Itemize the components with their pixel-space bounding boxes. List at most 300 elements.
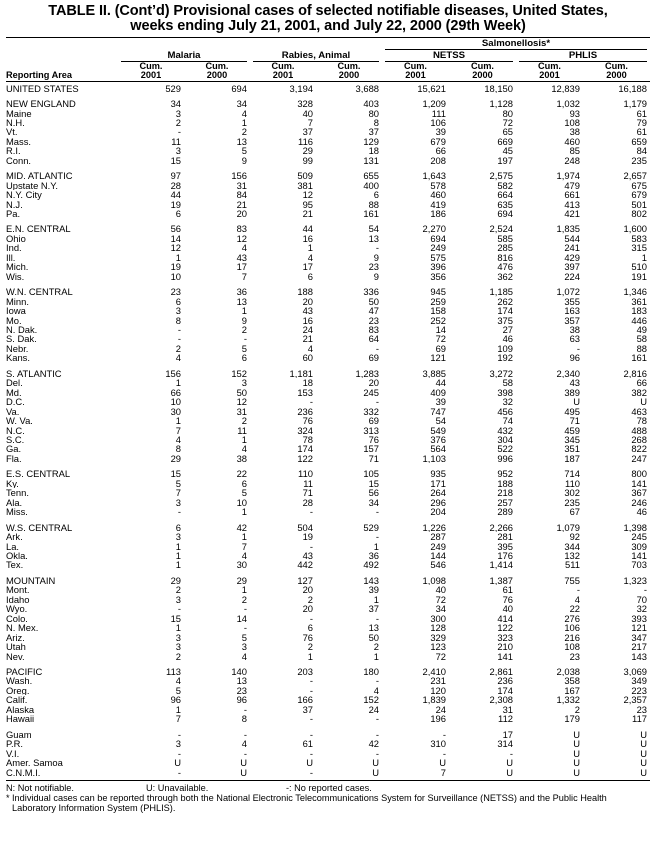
table-row	[6, 730, 650, 739]
value-cell: 23	[236, 685, 247, 696]
value-cell: 5	[241, 488, 247, 498]
table-row	[6, 397, 650, 406]
table-row	[6, 498, 650, 507]
value-cell: 945	[430, 287, 446, 297]
value-cell: 235	[631, 155, 647, 166]
value-cell: 996	[497, 453, 513, 464]
value-cell: 23	[569, 651, 580, 661]
reporting-area-cell: Iowa	[6, 306, 26, 316]
value-cell: 11	[303, 478, 313, 489]
value-cell: 413	[564, 199, 580, 210]
value-cell: 74	[502, 416, 513, 426]
table-row	[6, 388, 650, 397]
value-cell: -	[576, 585, 580, 595]
value-cell: 2,357	[623, 695, 647, 705]
value-cell: 141	[631, 550, 647, 561]
value-cell: 3	[175, 642, 181, 652]
value-cell: 5	[175, 478, 181, 489]
value-cell: 97	[170, 171, 181, 181]
value-cell: 324	[297, 425, 313, 435]
value-cell: 4	[241, 651, 247, 661]
value-cell: 675	[631, 180, 647, 191]
value-cell: 504	[297, 522, 313, 533]
reporting-area-cell: Ala.	[6, 497, 23, 508]
value-cell: 510	[631, 262, 647, 272]
value-cell: 44	[302, 224, 313, 234]
value-cell: 78	[636, 416, 647, 426]
value-cell: 2,038	[556, 666, 580, 677]
value-cell: 281	[497, 532, 513, 542]
value-cell: -	[177, 507, 181, 517]
header-phlis	[516, 50, 650, 62]
reporting-area-cell: S. Dak.	[6, 334, 37, 344]
table-row	[6, 146, 650, 155]
value-cell: 60	[302, 353, 313, 363]
value-cell: 6	[307, 271, 313, 282]
value-cell: 19	[170, 199, 181, 210]
value-cell: 78	[302, 435, 313, 445]
value-cell: 421	[564, 209, 580, 219]
value-cell: 23	[368, 315, 379, 326]
value-cell: 34	[368, 497, 379, 508]
value-cell: 16	[302, 233, 313, 244]
reporting-area-cell: Mich.	[6, 262, 29, 272]
value-cell: 21	[236, 199, 247, 210]
value-cell: 56	[170, 224, 181, 234]
table-title	[6, 4, 650, 34]
value-cell: 69	[368, 416, 379, 426]
value-cell: 39	[435, 397, 446, 407]
table-row	[6, 560, 650, 569]
value-cell: 70	[636, 594, 647, 605]
value-cell: 6	[175, 296, 181, 307]
value-cell: 655	[363, 171, 379, 181]
value-cell: 16	[302, 315, 313, 326]
value-cell: 29	[170, 575, 181, 586]
value-cell: 3	[175, 306, 181, 316]
table-row	[6, 623, 650, 632]
value-cell: 2	[241, 416, 247, 426]
value-cell: 17	[236, 262, 247, 272]
table-row	[6, 667, 650, 676]
value-cell: 127	[297, 575, 313, 586]
value-cell: 2	[574, 704, 580, 715]
table-row	[6, 416, 650, 425]
value-cell: 11	[237, 425, 247, 435]
value-cell: 99	[302, 155, 313, 166]
value-cell: 39	[368, 585, 379, 595]
value-cell: 679	[631, 190, 647, 200]
reporting-area-cell: MID. ATLANTIC	[6, 171, 73, 181]
value-cell: 398	[497, 387, 513, 398]
value-cell: 210	[497, 642, 513, 652]
value-cell: 34	[170, 99, 181, 109]
value-cell: 174	[297, 444, 313, 454]
value-cell: 76	[302, 632, 313, 643]
value-cell: 37	[368, 604, 379, 614]
value-cell: 583	[631, 233, 647, 244]
value-cell: 28	[302, 497, 313, 508]
value-cell: 1,414	[489, 560, 513, 570]
reporting-area-cell: La.	[6, 541, 20, 551]
rabies-label: Rabies, Animal	[253, 50, 379, 62]
value-cell: 196	[430, 714, 446, 724]
value-cell: 2,657	[623, 171, 647, 181]
phlis-label: PHLIS	[519, 50, 647, 62]
value-cell: 167	[564, 685, 580, 696]
value-cell: 257	[497, 497, 513, 508]
value-cell: U	[640, 739, 647, 749]
value-cell: 1,839	[422, 695, 446, 705]
value-cell: 128	[430, 623, 446, 633]
value-cell: 34	[236, 99, 247, 109]
value-cell: 659	[631, 136, 647, 147]
table-row	[6, 181, 650, 190]
value-cell: 179	[564, 714, 580, 724]
reporting-area-cell: Utah	[6, 642, 26, 652]
table-row	[6, 507, 650, 516]
col-head-year: 2000	[583, 71, 650, 81]
value-cell: 4	[241, 444, 247, 454]
value-cell: 9	[373, 271, 379, 282]
value-cell: -	[643, 585, 647, 595]
value-cell: 161	[363, 209, 379, 219]
value-cell: 152	[231, 368, 247, 379]
value-cell: 585	[497, 233, 513, 244]
reporting-area-header: Reporting Area	[6, 71, 118, 81]
value-cell: -	[576, 343, 580, 354]
value-cell: -	[309, 613, 313, 624]
value-cell: 446	[631, 315, 647, 326]
reporting-area-cell: Nebr.	[6, 343, 29, 354]
value-cell: U	[640, 758, 647, 768]
value-cell: 22	[236, 469, 247, 479]
value-cell: 3	[175, 739, 181, 749]
reporting-area-cell: N. Dak.	[6, 325, 38, 335]
reporting-area-cell: N.H.	[6, 117, 25, 128]
header-salmonellosis	[382, 38, 650, 51]
value-cell: 351	[564, 444, 580, 454]
value-cell: 235	[564, 497, 580, 508]
value-cell: 106	[564, 623, 580, 633]
value-cell: 108	[564, 117, 580, 128]
value-cell: 23	[170, 287, 181, 297]
table-row	[6, 190, 650, 199]
value-cell: 13	[368, 623, 379, 633]
value-cell: 511	[565, 560, 580, 570]
value-cell: 1	[307, 651, 313, 661]
value-cell: 117	[632, 714, 647, 724]
salmonellosis-footnote	[6, 793, 650, 813]
value-cell: 54	[435, 416, 446, 426]
value-cell: -	[177, 325, 181, 335]
value-cell: 1	[241, 435, 247, 445]
value-cell: 13	[236, 136, 247, 147]
value-cell: 28	[170, 180, 181, 191]
value-cell: -	[375, 676, 379, 686]
reporting-area-cell: Upstate N.Y.	[6, 180, 58, 191]
value-cell: 83	[236, 224, 247, 234]
value-cell: 76	[502, 594, 513, 605]
value-cell: 183	[631, 306, 647, 316]
value-cell: 2	[175, 117, 181, 128]
value-cell: 694	[231, 82, 247, 94]
value-cell: 1,600	[623, 224, 647, 234]
value-cell: 58	[502, 378, 513, 388]
value-cell: 18,150	[484, 82, 513, 94]
value-cell: 1,209	[422, 99, 446, 109]
value-cell: 4	[241, 739, 247, 749]
value-cell: 80	[502, 108, 513, 118]
value-cell: 1	[175, 416, 181, 426]
table-row	[6, 585, 650, 594]
value-cell: 61	[502, 585, 513, 595]
value-cell: -	[375, 507, 379, 517]
value-cell: 3,688	[355, 82, 379, 94]
value-cell: 952	[497, 469, 513, 479]
value-cell: 40	[302, 108, 313, 118]
value-cell: 4	[175, 353, 181, 363]
value-cell: 144	[430, 550, 446, 561]
value-cell: 29	[236, 575, 247, 586]
value-cell: 96	[236, 695, 247, 705]
value-cell: 3	[241, 378, 247, 388]
value-cell: 747	[430, 406, 446, 417]
value-cell: 328	[297, 99, 313, 109]
reporting-area-cell: Tex.	[6, 560, 24, 570]
value-cell: 4	[373, 685, 379, 696]
value-cell: -	[243, 623, 247, 633]
value-cell: 66	[636, 378, 647, 388]
value-cell: 43	[569, 378, 580, 388]
value-cell: -	[177, 604, 181, 614]
value-cell: 69	[368, 353, 379, 363]
value-cell: 17	[502, 729, 513, 740]
reporting-area-cell: Ariz.	[6, 632, 25, 643]
reporting-area-cell: Amer. Samoa	[6, 758, 63, 768]
reporting-area-cell: Calif.	[6, 695, 28, 705]
value-cell: 11	[171, 136, 181, 147]
value-cell: 429	[564, 252, 580, 263]
table-row	[6, 454, 650, 463]
reporting-area-cell: Ill.	[6, 252, 16, 263]
value-cell: -	[375, 729, 379, 740]
value-cell: 204	[430, 507, 446, 517]
value-cell: 802	[631, 209, 647, 219]
value-cell: -	[442, 729, 446, 740]
value-cell: -	[375, 532, 379, 542]
value-cell: 122	[297, 453, 313, 464]
value-cell: 3	[175, 146, 181, 156]
value-cell: 152	[363, 695, 379, 705]
value-cell: 13	[236, 676, 247, 686]
value-cell: 661	[564, 190, 580, 200]
value-cell: 20	[302, 585, 313, 595]
value-cell: 703	[631, 560, 647, 570]
value-cell: 71	[302, 488, 313, 498]
value-cell: 105	[363, 469, 379, 479]
value-cell: 56	[368, 488, 379, 498]
value-cell: 3	[175, 594, 181, 605]
value-cell: 236	[297, 406, 313, 417]
value-cell: 1,323	[623, 575, 647, 586]
value-cell: 31	[502, 704, 513, 715]
value-cell: 529	[363, 522, 379, 533]
reporting-area-cell: Nev.	[6, 651, 25, 661]
reporting-area-cell: Md.	[6, 387, 22, 398]
table-row	[6, 234, 650, 243]
value-cell: 367	[631, 488, 647, 498]
table-row	[6, 551, 650, 560]
table-header	[6, 38, 650, 82]
value-cell: 34	[435, 604, 446, 614]
reporting-area-cell: Minn.	[6, 296, 29, 307]
table-row	[6, 209, 650, 218]
col-head-year: 2001	[250, 71, 316, 81]
value-cell: 236	[497, 676, 513, 686]
value-cell: 109	[497, 343, 513, 354]
value-cell: 2,270	[422, 224, 446, 234]
value-cell: 15	[170, 155, 181, 166]
value-cell: 7	[175, 425, 181, 435]
table-row	[6, 642, 650, 651]
value-cell: 396	[430, 262, 446, 272]
reporting-area-cell: Ga.	[6, 444, 22, 454]
value-cell: 822	[631, 444, 647, 454]
value-cell: 18	[302, 378, 313, 388]
value-cell: 223	[631, 685, 647, 696]
reporting-area-cell: PACIFIC	[6, 666, 43, 677]
value-cell: 356	[430, 271, 446, 282]
value-cell: 1,643	[422, 171, 446, 181]
reporting-area-cell: W.S. CENTRAL	[6, 522, 73, 533]
col-head-year: 2001	[382, 71, 449, 81]
value-cell: 76	[368, 435, 379, 445]
value-cell: 65	[502, 127, 513, 137]
value-cell: 8	[241, 714, 247, 724]
table-row	[6, 272, 650, 281]
value-cell: 92	[569, 532, 580, 542]
value-cell: 268	[631, 435, 647, 445]
reporting-area-cell: Kans.	[6, 353, 30, 363]
value-cell: 287	[430, 532, 446, 542]
value-cell: 1,128	[489, 99, 513, 109]
table-row	[6, 287, 650, 296]
value-cell: -	[309, 748, 313, 759]
value-cell: 3	[175, 108, 181, 118]
value-cell: 95	[302, 199, 313, 210]
table-body	[6, 81, 650, 777]
value-cell: 20	[302, 296, 313, 307]
reporting-area-cell: Mo.	[6, 315, 22, 326]
value-cell: 9	[241, 315, 247, 326]
value-cell: 30	[170, 406, 181, 417]
value-cell: 224	[564, 271, 580, 282]
value-cell: U	[240, 767, 247, 777]
table-row	[6, 316, 650, 325]
value-cell: 488	[631, 425, 647, 435]
value-cell: 409	[430, 387, 446, 398]
reporting-area-cell: Miss.	[6, 507, 28, 517]
value-cell: 32	[502, 397, 513, 407]
value-cell: 47	[368, 306, 379, 316]
value-cell: 1,098	[422, 575, 446, 586]
value-cell: U	[506, 767, 513, 777]
value-cell: 1	[175, 623, 181, 633]
table-row	[6, 407, 650, 416]
value-cell: 397	[564, 262, 580, 272]
reporting-area-cell: Idaho	[6, 594, 30, 605]
table-row	[6, 81, 650, 93]
value-cell: 13	[368, 233, 379, 244]
value-cell: 66	[170, 387, 181, 398]
value-cell: 176	[497, 550, 513, 561]
table-row	[6, 200, 650, 209]
value-cell: 1,283	[355, 368, 379, 379]
value-cell: 1	[241, 306, 247, 316]
reporting-area-cell: Ind.	[6, 243, 22, 253]
table-row	[6, 369, 650, 378]
disease-table	[6, 37, 650, 777]
reporting-area-cell: Fla.	[6, 453, 22, 464]
value-cell: 186	[430, 209, 446, 219]
value-cell: 564	[430, 444, 446, 454]
value-cell: -	[375, 397, 379, 407]
value-cell: 1,835	[556, 224, 580, 234]
value-cell: 44	[170, 190, 181, 200]
value-cell: 1,179	[623, 99, 647, 109]
col-head-top: Cum.	[471, 62, 494, 71]
value-cell: 249	[430, 243, 446, 253]
value-cell: 509	[297, 171, 313, 181]
footnote-mark: *	[6, 792, 10, 803]
table-row	[6, 705, 650, 714]
value-cell: 349	[631, 676, 647, 686]
table-row	[6, 469, 650, 478]
value-cell: 289	[497, 507, 513, 517]
value-cell: -	[509, 748, 513, 759]
value-cell: 4	[175, 435, 181, 445]
value-cell: 15	[170, 613, 181, 624]
value-cell: 69	[435, 343, 446, 354]
value-cell: 1	[241, 117, 247, 128]
value-cell: 460	[430, 190, 446, 200]
value-cell: 381	[297, 180, 313, 191]
reporting-area-cell: D.C.	[6, 397, 25, 407]
value-cell: 42	[236, 522, 247, 533]
value-cell: 161	[631, 353, 647, 363]
value-cell: 1,181	[289, 368, 313, 379]
value-cell: -	[243, 334, 247, 344]
value-cell: 5	[241, 146, 247, 156]
value-cell: 14	[170, 233, 181, 244]
value-cell: 79	[636, 117, 647, 128]
value-cell: 3,272	[489, 368, 513, 379]
value-cell: 2	[241, 127, 247, 137]
table-row	[6, 595, 650, 604]
reporting-area-cell: N.C.	[6, 425, 25, 435]
table-row	[6, 739, 650, 748]
value-cell: 38	[569, 325, 580, 335]
value-cell: 121	[631, 623, 647, 633]
value-cell: 208	[430, 155, 446, 166]
value-cell: 218	[497, 488, 513, 498]
value-cell: 9	[373, 252, 379, 263]
col-head-year: 2000	[316, 71, 382, 81]
reporting-area-cell: Ky.	[6, 478, 19, 489]
value-cell: 3	[241, 642, 247, 652]
value-cell: 46	[636, 507, 647, 517]
